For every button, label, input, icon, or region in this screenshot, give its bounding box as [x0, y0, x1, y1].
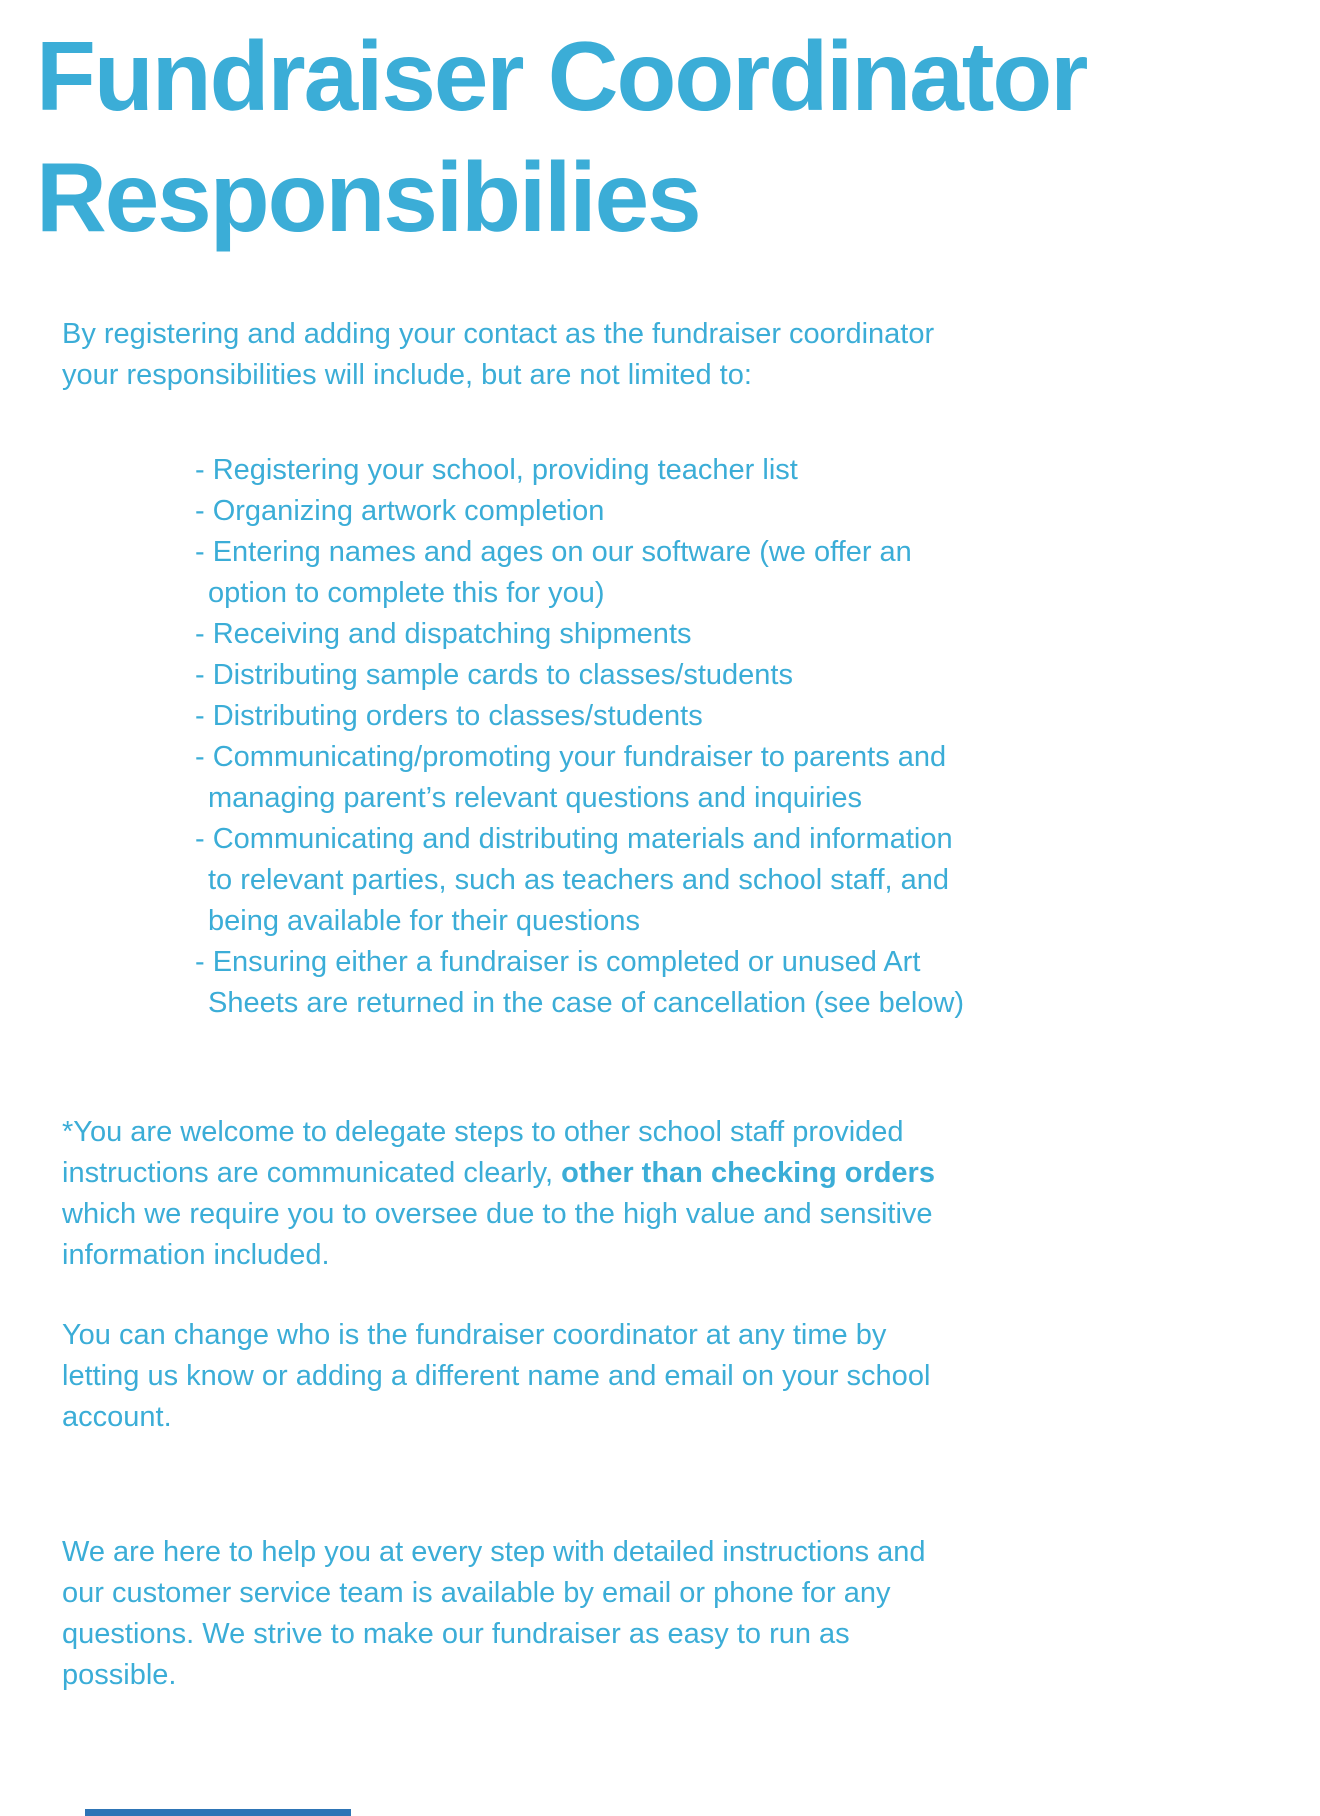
change-coordinator-line: letting us know or adding a different name and email on your school [62, 1360, 931, 1392]
responsibility-item-continuation: Sheets are returned in the case of cancellation (see below) [208, 987, 965, 1019]
delegation-note-bold-text: other than checking orders [561, 1157, 935, 1189]
responsibility-item-continuation: to relevant parties, such as teachers and school staff, and [208, 864, 950, 896]
delegation-note-line: information included. [62, 1239, 330, 1271]
responsibility-item: - Registering your school, providing teacher list [195, 454, 798, 486]
change-coordinator-line: account. [62, 1401, 172, 1433]
responsibility-item-continuation: managing parent’s relevant questions and inquiries [208, 782, 863, 814]
responsibilities-list [195, 450, 1320, 1024]
responsibility-item-continuation: option to complete this for you) [208, 577, 605, 609]
delegation-note-paragraph [62, 1112, 1320, 1276]
support-paragraph [62, 1532, 1320, 1696]
delegation-note-line: which we require you to oversee due to the high value and sensitive [62, 1198, 933, 1230]
delegation-note-line: *You are welcome to delegate steps to other school staff provided [62, 1116, 904, 1148]
responsibility-item: - Ensuring either a fundraiser is completed or unused Art [195, 946, 921, 978]
intro-line: your responsibilities will include, but are not limited to: [62, 359, 752, 391]
responsibility-item: - Receiving and dispatching shipments [195, 618, 692, 650]
support-line: We are here to help you at every step with detailed instructions and [62, 1536, 926, 1568]
delegation-note-line [62, 1153, 1320, 1194]
responsibility-item: - Distributing sample cards to classes/students [195, 659, 793, 691]
footer-accent-bar [85, 1809, 351, 1816]
responsibility-item: - Distributing orders to classes/students [195, 700, 703, 732]
change-coordinator-paragraph [62, 1315, 1320, 1438]
delegation-note-normal-text: instructions are communicated clearly, [62, 1157, 562, 1189]
page [0, 16, 1320, 1696]
support-line: questions. We strive to make our fundraiser as easy to run as [62, 1618, 850, 1650]
support-line: possible. [62, 1659, 177, 1691]
responsibility-item: - Organizing artwork completion [195, 495, 605, 527]
responsibility-item: - Communicating/promoting your fundraiser to parents and [195, 741, 947, 773]
intro-paragraph [62, 314, 1320, 396]
change-coordinator-line: You can change who is the fundraiser coordinator at any time by [62, 1319, 887, 1351]
responsibility-item-continuation: being available for their questions [208, 905, 641, 937]
page-title: Fundraiser Coordinator Responsibilies [36, 21, 1087, 252]
support-line: our customer service team is available by email or phone for any [62, 1577, 891, 1609]
responsibility-item: - Communicating and distributing materials and information [195, 823, 953, 855]
intro-line: By registering and adding your contact as the fundraiser coordinator [62, 318, 935, 350]
responsibility-item: - Entering names and ages on our software (we offer an [195, 536, 912, 568]
